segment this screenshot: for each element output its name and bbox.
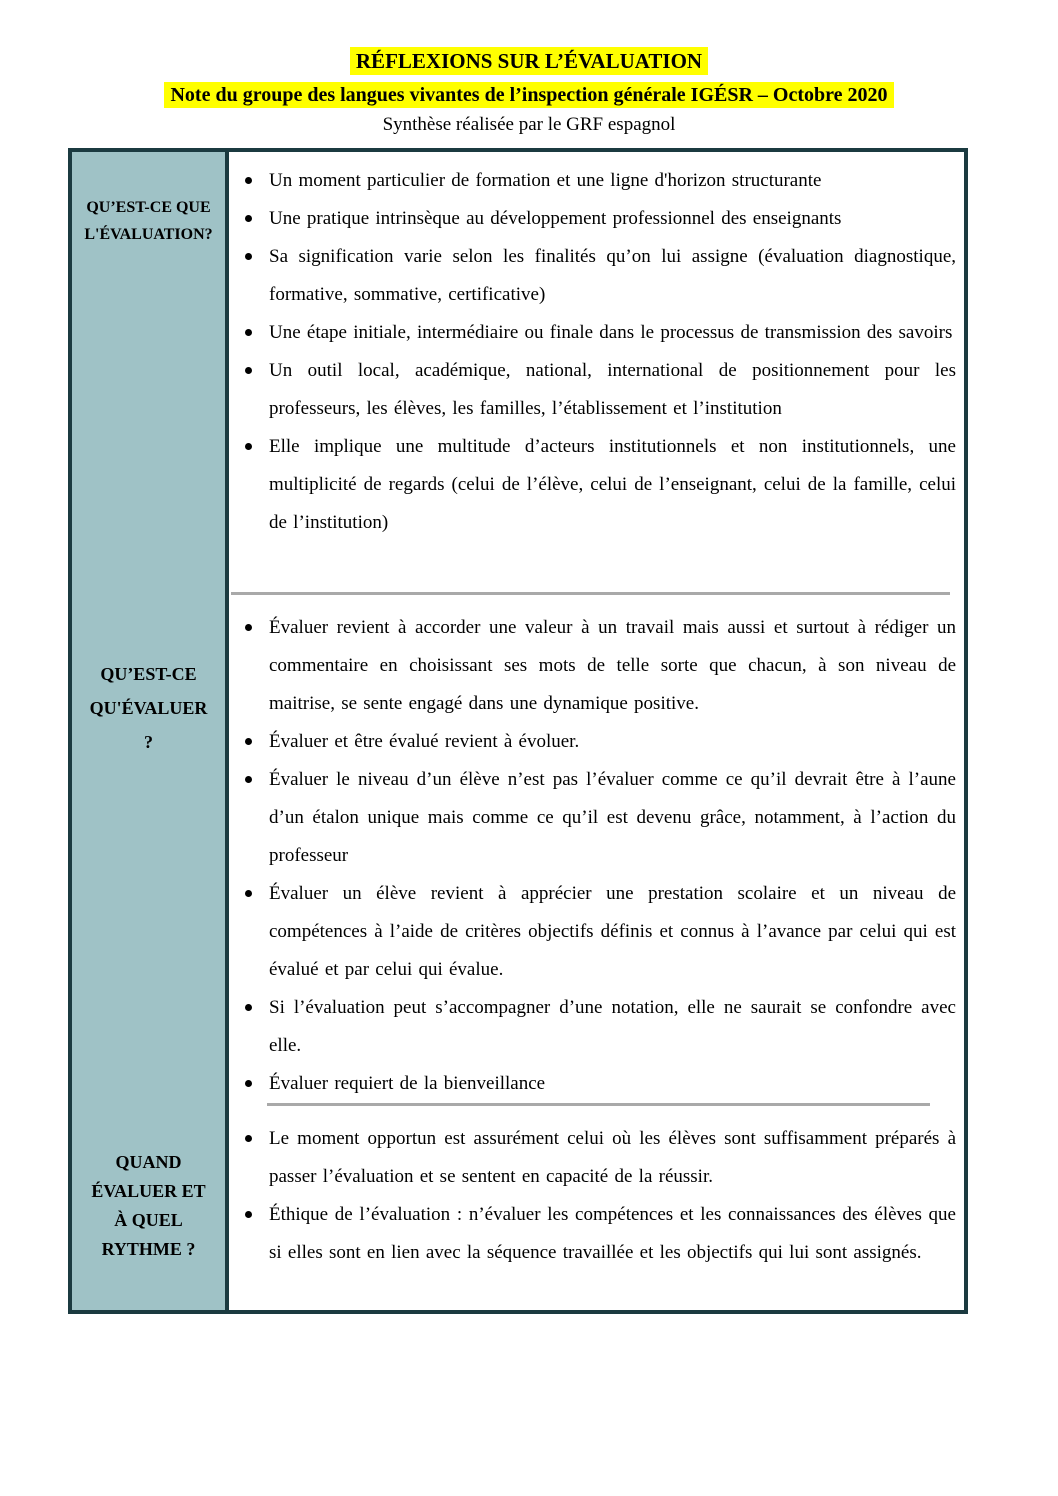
section-label-line: QU'ÉVALUER bbox=[89, 698, 208, 718]
bullet-item: Le moment opportun est assurément celui où les élèves sont suffisamment préparés à passer l’évaluation et se sentent en capacité de la réussir. bbox=[229, 1120, 958, 1196]
bullet-list-section-2 bbox=[229, 595, 958, 1103]
section-label-line: QU’EST-CE bbox=[100, 664, 197, 684]
bullet-item: Évaluer requiert de la bienveillance bbox=[229, 1065, 958, 1103]
bullet-item: Évaluer revient à accorder une valeur à un travail mais aussi et surtout à rédiger un commentaire en choisissant ses mots de telle sorte que chacun, à son niveau de maitrise, se sente engagé dans une dynamique positive. bbox=[229, 609, 958, 723]
section-label-what-is-evaluation bbox=[72, 194, 225, 248]
bullet-list-section-3 bbox=[229, 1106, 958, 1292]
bullet-item: Évaluer et être évalué revient à évoluer. bbox=[229, 723, 958, 761]
section-label-line: À QUEL bbox=[114, 1210, 183, 1230]
page-subtitle: Note du groupe des langues vivantes de l’inspection générale IGÉSR – Octobre 2020 bbox=[164, 82, 893, 108]
bullet-item: Évaluer un élève revient à apprécier une prestation scolaire et un niveau de compétences à l’aide de critères objectifs définis et connus à l’avance par celui qui est évalué et par celui qui évalue. bbox=[229, 875, 958, 989]
section-label-line: QU’EST-CE QUE bbox=[86, 199, 211, 216]
bullet-list-section-1 bbox=[229, 152, 958, 592]
bullet-item: Elle implique une multitude d’acteurs institutionnels et non institutionnels, une multiplicité de regards (celui de l’élève, celui de l’enseignant, celui de la famille, celui de l’institution) bbox=[229, 428, 958, 542]
section-label-line: QUAND bbox=[115, 1152, 182, 1172]
section-label-line: L'ÉVALUATION? bbox=[84, 226, 213, 243]
bullet-item: Si l’évaluation peut s’accompagner d’une notation, elle ne saurait se confondre avec elle. bbox=[229, 989, 958, 1065]
title-row bbox=[0, 46, 1058, 76]
document-header bbox=[0, 46, 1058, 139]
subtitle-row bbox=[0, 81, 1058, 110]
bullet-item: Évaluer le niveau d’un élève n’est pas l’évaluer comme ce qu’il devrait être à l’aune d’un étalon unique mais comme ce qu’il est devenu grâce, notamment, à l’action du professeur bbox=[229, 761, 958, 875]
evaluation-table bbox=[68, 148, 968, 1314]
bullet-item: Un moment particulier de formation et une ligne d'horizon structurante bbox=[229, 162, 958, 200]
content-column bbox=[229, 152, 964, 1310]
label-column bbox=[72, 152, 229, 1310]
section-label-what-is-evaluating bbox=[72, 657, 225, 759]
section-label-line: ? bbox=[144, 732, 153, 752]
bullet-item: Éthique de l’évaluation : n’évaluer les compétences et les connaissances des élèves que si elles sont en lien avec la séquence travaillée et les objectifs qui lui sont assignés. bbox=[229, 1196, 958, 1272]
bullet-item: Une pratique intrinsèque au développement professionnel des enseignants bbox=[229, 200, 958, 238]
page-title: RÉFLEXIONS SUR L’ÉVALUATION bbox=[350, 47, 708, 75]
section-label-line: ÉVALUER ET bbox=[91, 1181, 206, 1201]
bullet-item: Une étape initiale, intermédiaire ou finale dans le processus de transmission des savoirs bbox=[229, 314, 958, 352]
section-label-when-to-evaluate bbox=[72, 1148, 225, 1264]
bullet-item: Sa signification varie selon les finalités qu’on lui assigne (évaluation diagnostique, formative, sommative, certificative) bbox=[229, 238, 958, 314]
page-byline: Synthèse réalisée par le GRF espagnol bbox=[382, 114, 676, 135]
section-label-line: RYTHME ? bbox=[101, 1239, 196, 1259]
bullet-item: Un outil local, académique, national, international de positionnement pour les professeurs, les élèves, les familles, l’établissement et l’institution bbox=[229, 352, 958, 428]
